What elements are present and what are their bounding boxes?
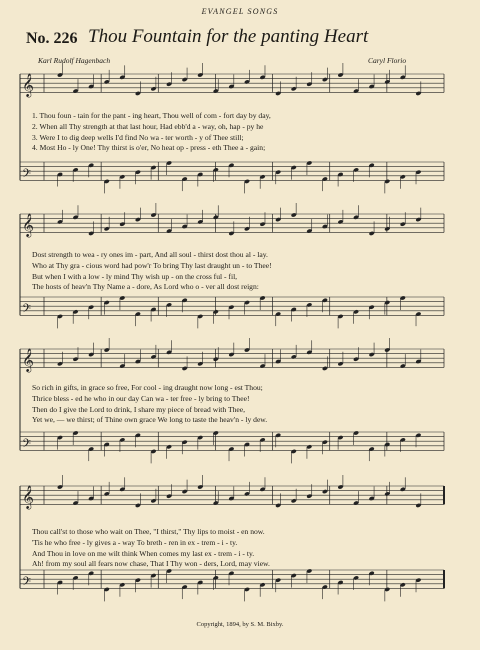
hymn-number: No. 226 — [26, 30, 78, 47]
lyric-line: Who at Thy gra - cious word had pow'r To bring Thy last draught un - to Thee! — [32, 260, 272, 270]
lyric-block — [32, 111, 442, 154]
lyric-line: Ah! from my soul all fears now chase, That I Thy won - ders, Lord, may view. — [32, 559, 270, 569]
treble-clef: 𝄞 — [22, 212, 34, 237]
composer-credit: Caryl Florio — [368, 56, 407, 65]
lyric-line: Thrice bless - ed he who in our day Can wa - ter free - ly bring to Thee! — [32, 393, 250, 403]
lyric-line: 2. When all Thy strength at that last hour, Had ebb'd a - way, oh, hap - py he — [32, 121, 264, 131]
lyric-block — [32, 250, 442, 293]
lyric-line: Yet we, — we thirst; of Thine own grace We long to taste the heav'n - ly dew. — [32, 415, 268, 425]
lyric-line: 4. Most Ho - ly One! Thy thirst is o'er, No heat op - press - eth Thee a - gain; — [32, 143, 266, 153]
lyric-line: 1. Thou foun - tain for the pant - ing heart, Thou well of com - fort day by day, — [32, 111, 271, 120]
lyric-line: And Thou in love on me wilt think When comes my last ex - trem - i - ty. — [32, 548, 255, 558]
lyric-line: Dost strength to wea - ry ones im - part, And all soul - thirst dost thou al - lay. — [32, 250, 268, 259]
lyric-block — [32, 527, 442, 570]
lyric-line: 'Tis he who free - ly gives a - way To breth - ren in ex - trem - i - ty. — [32, 537, 238, 547]
running-head: EVANGEL SONGS — [201, 7, 279, 16]
bass-clef: 𝄢 — [22, 302, 32, 319]
treble-clef: 𝄞 — [22, 484, 34, 509]
bass-clef: 𝄢 — [22, 167, 32, 184]
author-credit: Karl Rudolf Hagenbach — [38, 56, 111, 65]
hymn-title: Thou Fountain for the panting Heart — [88, 26, 369, 47]
bass-clef: 𝄢 — [22, 575, 32, 592]
lyric-line: But when I with a low - ly mind Thy wish up - on the cross ful - fil, — [32, 271, 238, 281]
lyric-line: Thou call'st to those who wait on Thee, "I thirst," Thy lips to moist - en now. — [32, 527, 265, 536]
treble-clef: 𝄞 — [22, 72, 34, 97]
lyric-line: 3. Were I to dig deep wells I'd find No wa - ter worth - y of Thee still; — [32, 132, 244, 142]
lyric-line: The hosts of heav'n Thy Name a - dore, As Lord who o - ver all dost reign: — [32, 282, 259, 292]
copyright-notice: Copyright, 1894, by S. M. Bixby. — [196, 621, 284, 628]
lyric-line: Then do I give the Lord to drink, I share my piece of bread with Thee, — [32, 404, 246, 414]
lyric-block — [32, 383, 442, 426]
bass-clef: 𝄢 — [22, 437, 32, 454]
lyric-line: So rich in gifts, in grace so free, For cool - ing draught now long - est Thou; — [32, 383, 263, 392]
treble-clef: 𝄞 — [22, 347, 34, 372]
